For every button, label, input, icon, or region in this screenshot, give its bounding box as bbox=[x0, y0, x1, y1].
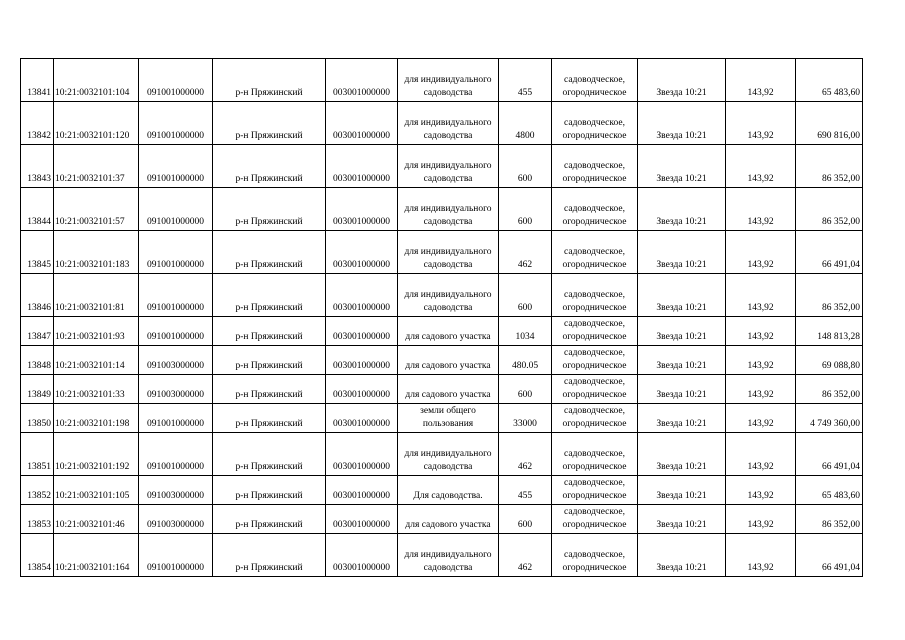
area-cell: 600 bbox=[499, 145, 552, 188]
specific-value-cell: 143,92 bbox=[726, 375, 796, 404]
table-row bbox=[21, 534, 863, 577]
area-cell: 462 bbox=[499, 433, 552, 476]
permitted-use-cell bbox=[398, 59, 499, 102]
permitted-use-text: для индивидуального садоводства bbox=[404, 117, 492, 142]
permitted-use-cell bbox=[398, 433, 499, 476]
cadastral-value-cell: 65 483,60 bbox=[796, 59, 863, 102]
land-use-type-cell: садоводческое, огородническое bbox=[552, 534, 638, 577]
district-cell: р-н Пряжинский bbox=[213, 433, 326, 476]
cadastral-number-cell: 10:21:0032101:93 bbox=[54, 317, 139, 346]
table-row bbox=[21, 404, 863, 433]
cadastral-zone-cell: Звезда 10:21 bbox=[638, 59, 726, 102]
permitted-use-cell bbox=[398, 145, 499, 188]
cadastral-value-cell: 65 483,60 bbox=[796, 476, 863, 505]
cadastral-number-cell: 10:21:0032101:120 bbox=[54, 102, 139, 145]
land-use-type-cell: садоводческое, огородническое bbox=[552, 188, 638, 231]
permitted-use-text: для садового участка bbox=[405, 361, 491, 372]
permitted-use-text: для садового участка bbox=[405, 520, 491, 531]
land-use-type-cell: садоводческое, огородническое bbox=[552, 346, 638, 375]
district-cell: р-н Пряжинский bbox=[213, 346, 326, 375]
district-cell: р-н Пряжинский bbox=[213, 375, 326, 404]
cadastral-number-cell: 10:21:0032101:46 bbox=[54, 505, 139, 534]
category-code-cell: 003001000000 bbox=[326, 102, 398, 145]
table-row bbox=[21, 476, 863, 505]
table-row bbox=[21, 102, 863, 145]
cadastral-number-cell: 10:21:0032101:183 bbox=[54, 231, 139, 274]
cadastral-number-cell: 10:21:0032101:105 bbox=[54, 476, 139, 505]
cadastral-value-cell: 86 352,00 bbox=[796, 505, 863, 534]
permitted-use-text: для индивидуального садоводства bbox=[404, 549, 492, 574]
permitted-use-text: для индивидуального садоводства bbox=[404, 246, 492, 271]
category-code-cell: 003001000000 bbox=[326, 59, 398, 102]
okato-code-cell: 091003000000 bbox=[139, 476, 213, 505]
table-row bbox=[21, 346, 863, 375]
permitted-use-text: для индивидуального садоводства bbox=[404, 203, 492, 228]
area-cell: 33000 bbox=[499, 404, 552, 433]
land-use-type-cell: садоводческое, огородническое bbox=[552, 59, 638, 102]
land-use-type-cell: садоводческое, огородническое bbox=[552, 317, 638, 346]
row-number-cell: 13846 bbox=[21, 274, 54, 317]
table-row bbox=[21, 274, 863, 317]
table-body bbox=[21, 59, 863, 577]
cadastral-zone-cell: Звезда 10:21 bbox=[638, 346, 726, 375]
row-number-cell: 13844 bbox=[21, 188, 54, 231]
area-cell: 600 bbox=[499, 188, 552, 231]
land-use-type-cell: садоводческое, огородническое bbox=[552, 404, 638, 433]
district-cell: р-н Пряжинский bbox=[213, 231, 326, 274]
category-code-cell: 003001000000 bbox=[326, 188, 398, 231]
row-number-cell: 13853 bbox=[21, 505, 54, 534]
okato-code-cell: 091001000000 bbox=[139, 102, 213, 145]
permitted-use-cell bbox=[398, 346, 499, 375]
area-cell: 480.05 bbox=[499, 346, 552, 375]
land-use-type-cell: садоводческое, огородническое bbox=[552, 274, 638, 317]
table-row bbox=[21, 188, 863, 231]
cadastral-value-cell: 690 816,00 bbox=[796, 102, 863, 145]
cadastral-number-cell: 10:21:0032101:104 bbox=[54, 59, 139, 102]
cadastral-value-cell: 66 491,04 bbox=[796, 231, 863, 274]
permitted-use-text: для индивидуального садоводства bbox=[404, 448, 492, 473]
land-register-table bbox=[20, 58, 863, 577]
cadastral-zone-cell: Звезда 10:21 bbox=[638, 231, 726, 274]
cadastral-number-cell: 10:21:0032101:192 bbox=[54, 433, 139, 476]
category-code-cell: 003001000000 bbox=[326, 476, 398, 505]
row-number-cell: 13842 bbox=[21, 102, 54, 145]
district-cell: р-н Пряжинский bbox=[213, 534, 326, 577]
cadastral-value-cell: 86 352,00 bbox=[796, 145, 863, 188]
district-cell: р-н Пряжинский bbox=[213, 404, 326, 433]
cadastral-zone-cell: Звезда 10:21 bbox=[638, 476, 726, 505]
permitted-use-text: для индивидуального садоводства bbox=[404, 289, 492, 314]
land-use-type-cell: садоводческое, огородническое bbox=[552, 145, 638, 188]
row-number-cell: 13845 bbox=[21, 231, 54, 274]
okato-code-cell: 091001000000 bbox=[139, 317, 213, 346]
okato-code-cell: 091003000000 bbox=[139, 375, 213, 404]
okato-code-cell: 091001000000 bbox=[139, 433, 213, 476]
specific-value-cell: 143,92 bbox=[726, 145, 796, 188]
okato-code-cell: 091003000000 bbox=[139, 505, 213, 534]
cadastral-zone-cell: Звезда 10:21 bbox=[638, 102, 726, 145]
category-code-cell: 003001000000 bbox=[326, 433, 398, 476]
permitted-use-cell bbox=[398, 375, 499, 404]
cadastral-value-cell: 66 491,04 bbox=[796, 433, 863, 476]
cadastral-number-cell: 10:21:0032101:198 bbox=[54, 404, 139, 433]
cadastral-zone-cell: Звезда 10:21 bbox=[638, 274, 726, 317]
okato-code-cell: 091001000000 bbox=[139, 404, 213, 433]
land-use-type-cell: садоводческое, огородническое bbox=[552, 476, 638, 505]
cadastral-value-cell: 148 813,28 bbox=[796, 317, 863, 346]
cadastral-number-cell: 10:21:0032101:81 bbox=[54, 274, 139, 317]
specific-value-cell: 143,92 bbox=[726, 404, 796, 433]
row-number-cell: 13852 bbox=[21, 476, 54, 505]
land-use-type-cell: садоводческое, огородническое bbox=[552, 505, 638, 534]
cadastral-zone-cell: Звезда 10:21 bbox=[638, 145, 726, 188]
specific-value-cell: 143,92 bbox=[726, 346, 796, 375]
permitted-use-cell bbox=[398, 505, 499, 534]
area-cell: 1034 bbox=[499, 317, 552, 346]
table-row bbox=[21, 375, 863, 404]
permitted-use-text: для индивидуального садоводства bbox=[404, 160, 492, 185]
category-code-cell: 003001000000 bbox=[326, 231, 398, 274]
row-number-cell: 13851 bbox=[21, 433, 54, 476]
okato-code-cell: 091001000000 bbox=[139, 59, 213, 102]
specific-value-cell: 143,92 bbox=[726, 102, 796, 145]
okato-code-cell: 091003000000 bbox=[139, 346, 213, 375]
category-code-cell: 003001000000 bbox=[326, 375, 398, 404]
area-cell: 600 bbox=[499, 274, 552, 317]
district-cell: р-н Пряжинский bbox=[213, 59, 326, 102]
specific-value-cell: 143,92 bbox=[726, 231, 796, 274]
specific-value-cell: 143,92 bbox=[726, 433, 796, 476]
specific-value-cell: 143,92 bbox=[726, 274, 796, 317]
cadastral-zone-cell: Звезда 10:21 bbox=[638, 534, 726, 577]
row-number-cell: 13841 bbox=[21, 59, 54, 102]
table-row bbox=[21, 433, 863, 476]
district-cell: р-н Пряжинский bbox=[213, 188, 326, 231]
row-number-cell: 13848 bbox=[21, 346, 54, 375]
cadastral-value-cell: 69 088,80 bbox=[796, 346, 863, 375]
okato-code-cell: 091001000000 bbox=[139, 274, 213, 317]
permitted-use-cell bbox=[398, 231, 499, 274]
permitted-use-cell bbox=[398, 102, 499, 145]
row-number-cell: 13854 bbox=[21, 534, 54, 577]
table-row bbox=[21, 231, 863, 274]
cadastral-number-cell: 10:21:0032101:37 bbox=[54, 145, 139, 188]
okato-code-cell: 091001000000 bbox=[139, 534, 213, 577]
permitted-use-cell bbox=[398, 534, 499, 577]
cadastral-zone-cell: Звезда 10:21 bbox=[638, 188, 726, 231]
specific-value-cell: 143,92 bbox=[726, 188, 796, 231]
cadastral-zone-cell: Звезда 10:21 bbox=[638, 505, 726, 534]
area-cell: 600 bbox=[499, 375, 552, 404]
area-cell: 462 bbox=[499, 534, 552, 577]
category-code-cell: 003001000000 bbox=[326, 317, 398, 346]
land-use-type-cell: садоводческое, огородническое bbox=[552, 433, 638, 476]
cadastral-value-cell: 4 749 360,00 bbox=[796, 404, 863, 433]
area-cell: 600 bbox=[499, 505, 552, 534]
district-cell: р-н Пряжинский bbox=[213, 476, 326, 505]
specific-value-cell: 143,92 bbox=[726, 59, 796, 102]
permitted-use-cell bbox=[398, 274, 499, 317]
permitted-use-cell bbox=[398, 188, 499, 231]
district-cell: р-н Пряжинский bbox=[213, 505, 326, 534]
table-row bbox=[21, 317, 863, 346]
table-row bbox=[21, 145, 863, 188]
cadastral-zone-cell: Звезда 10:21 bbox=[638, 433, 726, 476]
permitted-use-text: для индивидуального садоводства bbox=[404, 74, 492, 99]
area-cell: 455 bbox=[499, 59, 552, 102]
row-number-cell: 13849 bbox=[21, 375, 54, 404]
row-number-cell: 13850 bbox=[21, 404, 54, 433]
land-use-type-cell: садоводческое, огородническое bbox=[552, 102, 638, 145]
cadastral-number-cell: 10:21:0032101:164 bbox=[54, 534, 139, 577]
cadastral-value-cell: 66 491,04 bbox=[796, 534, 863, 577]
row-number-cell: 13847 bbox=[21, 317, 54, 346]
category-code-cell: 003001000000 bbox=[326, 346, 398, 375]
specific-value-cell: 143,92 bbox=[726, 534, 796, 577]
permitted-use-text: для садового участка bbox=[405, 332, 491, 343]
permitted-use-text: для садового участка bbox=[405, 390, 491, 401]
permitted-use-text: Для садоводства. bbox=[413, 491, 483, 502]
cadastral-zone-cell: Звезда 10:21 bbox=[638, 317, 726, 346]
district-cell: р-н Пряжинский bbox=[213, 102, 326, 145]
cadastral-value-cell: 86 352,00 bbox=[796, 188, 863, 231]
cadastral-number-cell: 10:21:0032101:14 bbox=[54, 346, 139, 375]
specific-value-cell: 143,92 bbox=[726, 476, 796, 505]
cadastral-number-cell: 10:21:0032101:33 bbox=[54, 375, 139, 404]
category-code-cell: 003001000000 bbox=[326, 505, 398, 534]
permitted-use-text: земли общего пользования bbox=[420, 405, 476, 430]
permitted-use-cell bbox=[398, 404, 499, 433]
category-code-cell: 003001000000 bbox=[326, 274, 398, 317]
cadastral-zone-cell: Звезда 10:21 bbox=[638, 404, 726, 433]
area-cell: 462 bbox=[499, 231, 552, 274]
category-code-cell: 003001000000 bbox=[326, 145, 398, 188]
okato-code-cell: 091001000000 bbox=[139, 145, 213, 188]
table-row bbox=[21, 59, 863, 102]
area-cell: 455 bbox=[499, 476, 552, 505]
okato-code-cell: 091001000000 bbox=[139, 188, 213, 231]
okato-code-cell: 091001000000 bbox=[139, 231, 213, 274]
district-cell: р-н Пряжинский bbox=[213, 317, 326, 346]
row-number-cell: 13843 bbox=[21, 145, 54, 188]
category-code-cell: 003001000000 bbox=[326, 404, 398, 433]
cadastral-zone-cell: Звезда 10:21 bbox=[638, 375, 726, 404]
land-use-type-cell: садоводческое, огородническое bbox=[552, 375, 638, 404]
land-use-type-cell: садоводческое, огородническое bbox=[552, 231, 638, 274]
cadastral-number-cell: 10:21:0032101:57 bbox=[54, 188, 139, 231]
district-cell: р-н Пряжинский bbox=[213, 145, 326, 188]
cadastral-value-cell: 86 352,00 bbox=[796, 375, 863, 404]
specific-value-cell: 143,92 bbox=[726, 317, 796, 346]
permitted-use-cell bbox=[398, 317, 499, 346]
cadastral-value-cell: 86 352,00 bbox=[796, 274, 863, 317]
table-row bbox=[21, 505, 863, 534]
specific-value-cell: 143,92 bbox=[726, 505, 796, 534]
area-cell: 4800 bbox=[499, 102, 552, 145]
district-cell: р-н Пряжинский bbox=[213, 274, 326, 317]
permitted-use-cell bbox=[398, 476, 499, 505]
category-code-cell: 003001000000 bbox=[326, 534, 398, 577]
